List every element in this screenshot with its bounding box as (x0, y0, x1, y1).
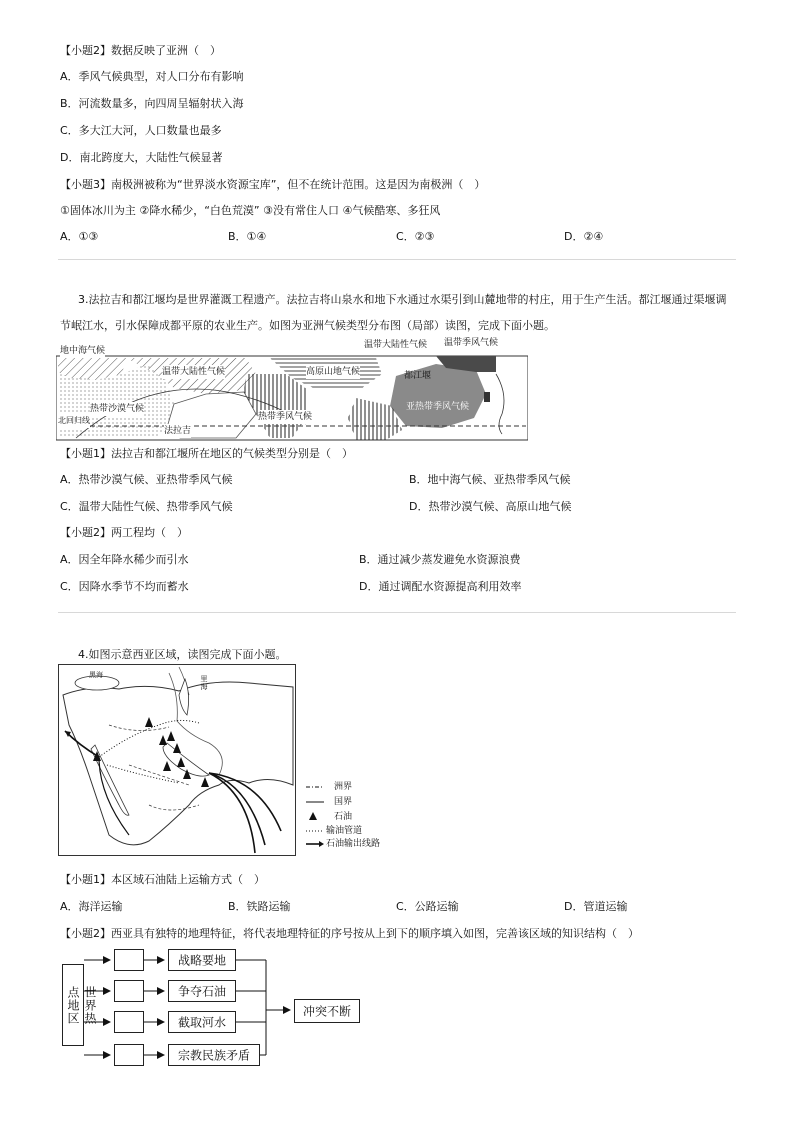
diagram-item-3-label: 截取河水 (177, 1015, 226, 1030)
s3-q2-stem: 【小题2】两工程均（ ） (60, 526, 188, 539)
asia-climate-map-graphic (56, 334, 528, 442)
diagram-blank-4[interactable] (114, 1044, 144, 1066)
diagram-item-3 (168, 1011, 236, 1033)
west-asia-map-graphic (59, 665, 295, 855)
map-label-black-sea: 黑海 (89, 671, 103, 679)
q2-option-c[interactable]: C．多大江大河，人口数量也最多 (60, 124, 222, 137)
q2-option-b[interactable]: B．河流数量多，向四周呈辐射状入海 (60, 97, 244, 110)
legend-continent-border: 洲界 (334, 782, 353, 792)
knowledge-structure-diagram (60, 944, 370, 1076)
q3-stem: 【小题3】南极洲被称为“世界淡水资源宝库”，但不在统计范围。这是因为南极洲（ ） (60, 178, 486, 191)
section3-intro-line2: 节岷江水，引水保障成都平原的农业生产。如图为亚洲气候类型分布图（局部）读图，完成下面小题。 (60, 319, 555, 332)
diagram-item-4-label: 宗教民族矛盾 (177, 1048, 250, 1063)
s3-q2-option-c[interactable]: C．因降水季节不均而蓄水 (60, 580, 189, 593)
legend-pipeline: 输油管道 (326, 826, 363, 836)
diagram-item-2 (168, 980, 236, 1002)
section4-intro: 4.如图示意西亚区域，读图完成下面小题。 (78, 648, 287, 661)
s4-q1-option-d[interactable]: D．管道运输 (564, 900, 628, 913)
map-label-tropic: 北回归线 (58, 414, 90, 428)
legend-oil: 石油 (334, 812, 353, 822)
diagram-result (294, 999, 360, 1023)
s3-q1-stem: 【小题1】法拉吉和都江堰所在地区的气候类型分别是（ ） (60, 447, 353, 460)
section3-intro-line1: 3.法拉吉和都江堰均是世界灌溉工程遗产。法拉吉将山泉水和地下水通过水渠引到山麓地带的村庄，用于生产生活。都江堰通过渠堰调 (78, 293, 727, 306)
asia-climate-map (56, 334, 528, 442)
s4-q1-option-b[interactable]: B．铁路运输 (228, 900, 291, 913)
q3-option-d[interactable]: D．②④ (564, 230, 604, 243)
diagram-item-4 (168, 1044, 260, 1066)
q3-option-a[interactable]: A．①③ (60, 230, 99, 243)
west-asia-map (58, 664, 296, 856)
s3-q1-option-d[interactable]: D．热带沙漠气候、高原山地气候 (409, 500, 572, 513)
legend-oil-route: 石油输出线路 (326, 839, 381, 849)
q3-option-b[interactable]: B．①④ (228, 230, 267, 243)
q2-option-d[interactable]: D．南北跨度大，大陆性气候显著 (60, 151, 223, 164)
map-label-caspian-sea: 里海 (200, 675, 208, 691)
s4-q1-option-c[interactable]: C．公路运输 (396, 900, 459, 913)
diagram-blank-2[interactable] (114, 980, 144, 1002)
divider (58, 259, 736, 260)
q2-stem: 【小题2】数据反映了亚洲（ ） (60, 44, 221, 57)
q3-option-c[interactable]: C．②③ (396, 230, 435, 243)
map-label-falaj: 法拉吉 (164, 426, 192, 436)
map-legend (304, 780, 394, 854)
diagram-root (62, 964, 97, 1046)
map-label-temperate-monsoon: 温带季风气候 (444, 338, 499, 348)
s4-q2-stem: 【小题2】西亚具有独特的地理特征，将代表地理特征的序号按从上到下的顺序填入如图，完善该区域的知识结构（ ） (60, 927, 639, 940)
map-label-subtropical-monsoon: 亚热带季风气候 (406, 402, 470, 412)
s3-q1-option-c[interactable]: C．温带大陆性气候、热带季风气候 (60, 500, 233, 513)
s3-q2-option-a[interactable]: A．因全年降水稀少而引水 (60, 553, 189, 566)
q2-option-a[interactable]: A．季风气候典型，对人口分布有影响 (60, 70, 244, 83)
map-label-mediterranean: 地中海气候 (60, 346, 106, 356)
s3-q1-option-b[interactable]: B．地中海气候、亚热带季风气候 (409, 473, 571, 486)
diagram-item-2-label: 争夺石油 (177, 984, 226, 999)
diagram-item-1 (168, 949, 236, 971)
diagram-blank-3[interactable] (114, 1011, 144, 1033)
legend-symbols (304, 780, 328, 854)
map-label-temperate-continental-top: 温带大陆性气候 (364, 340, 428, 350)
legend-national-border: 国界 (334, 797, 353, 807)
diagram-item-1-label: 战略要地 (177, 953, 226, 968)
map-label-tropical-monsoon: 热带季风气候 (258, 412, 313, 422)
q3-statements: ①固体冰川为主 ②降水稀少，“白色荒漠” ③没有常住人口 ④气候酷寒、多狂风 (60, 204, 441, 217)
s3-q2-option-b[interactable]: B．通过减少蒸发避免水资源浪费 (359, 553, 521, 566)
diagram-root-label: 世界热点地区 (66, 985, 97, 1025)
s3-q1-option-a[interactable]: A．热带沙漠气候、亚热带季风气候 (60, 473, 233, 486)
s3-q2-option-d[interactable]: D．通过调配水资源提高利用效率 (359, 580, 522, 593)
map-label-temperate-continental: 温带大陆性气候 (162, 367, 226, 377)
map-label-dujiangyan: 都江堰 (404, 371, 432, 381)
divider (58, 612, 736, 613)
s4-q1-stem: 【小题1】本区域石油陆上运输方式（ ） (60, 873, 265, 886)
map-label-highland: 高原山地气候 (306, 367, 361, 377)
s4-q1-option-a[interactable]: A．海洋运输 (60, 900, 123, 913)
map-label-tropical-desert: 热带沙漠气候 (90, 404, 145, 414)
diagram-result-label: 冲突不断 (302, 1004, 351, 1019)
diagram-blank-1[interactable] (114, 949, 144, 971)
